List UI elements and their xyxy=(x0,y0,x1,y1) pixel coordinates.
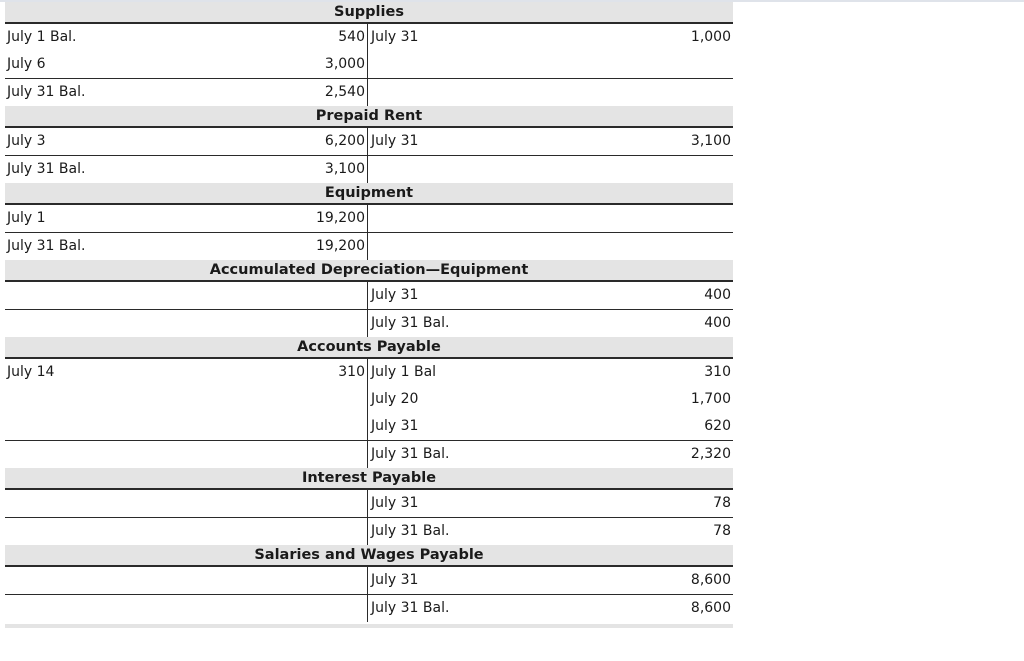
credit-date: July 31 xyxy=(371,572,419,588)
debit-amount: 19,200 xyxy=(316,238,365,254)
credit-side xyxy=(367,359,733,386)
account-title: Interest Payable xyxy=(5,468,733,490)
bottom-bar xyxy=(5,624,733,628)
ledger-row xyxy=(5,594,733,622)
credit-amount: 620 xyxy=(704,418,731,434)
debit-date: July 3 xyxy=(7,133,46,149)
credit-amount: 78 xyxy=(713,523,731,539)
credit-amount: 8,600 xyxy=(690,600,731,616)
credit-side xyxy=(367,282,733,309)
credit-side xyxy=(367,205,733,232)
credit-date: July 31 xyxy=(371,495,419,511)
account-title: Accumulated Depreciation—Equipment xyxy=(5,260,733,282)
credit-amount: 2,320 xyxy=(690,446,731,462)
account-title: Accounts Payable xyxy=(5,337,733,359)
debit-amount: 3,000 xyxy=(324,56,365,72)
credit-side xyxy=(367,24,733,51)
ledger-row xyxy=(5,490,733,517)
credit-amount: 3,100 xyxy=(690,133,731,149)
credit-date: July 31 xyxy=(371,133,419,149)
credit-date: July 1 Bal xyxy=(371,364,437,380)
debit-side xyxy=(5,386,367,413)
credit-side xyxy=(367,386,733,413)
debit-date: July 31 Bal. xyxy=(7,238,86,254)
credit-side xyxy=(367,441,733,468)
ledger-row xyxy=(5,413,733,440)
credit-amount: 400 xyxy=(704,287,731,303)
credit-amount: 8,600 xyxy=(690,572,731,588)
debit-amount: 2,540 xyxy=(324,84,365,100)
credit-amount: 1,700 xyxy=(690,391,731,407)
debit-date: July 31 Bal. xyxy=(7,84,86,100)
ledger-row xyxy=(5,517,733,545)
ledger-row xyxy=(5,155,733,183)
account-title: Salaries and Wages Payable xyxy=(5,545,733,567)
debit-side xyxy=(5,51,367,78)
debit-side xyxy=(5,359,367,386)
credit-side xyxy=(367,490,733,517)
ledger-row xyxy=(5,282,733,309)
debit-side xyxy=(5,595,367,622)
credit-side xyxy=(367,595,733,622)
debit-date: July 14 xyxy=(7,364,55,380)
ledger-row xyxy=(5,386,733,413)
ledger-row xyxy=(5,24,733,51)
credit-side xyxy=(367,79,733,106)
debit-side xyxy=(5,128,367,155)
credit-date: July 20 xyxy=(371,391,419,407)
debit-amount: 540 xyxy=(338,29,365,45)
ledger-row xyxy=(5,232,733,260)
credit-side xyxy=(367,51,733,78)
credit-date: July 31 xyxy=(371,287,419,303)
credit-date: July 31 Bal. xyxy=(371,600,450,616)
debit-side xyxy=(5,79,367,106)
debit-side xyxy=(5,441,367,468)
credit-date: July 31 Bal. xyxy=(371,315,450,331)
account-title: Supplies xyxy=(5,2,733,24)
credit-side xyxy=(367,310,733,337)
ledger-row xyxy=(5,78,733,106)
credit-side xyxy=(367,156,733,183)
credit-side xyxy=(367,233,733,260)
credit-date: July 31 xyxy=(371,29,419,45)
ledger-row xyxy=(5,567,733,594)
credit-amount: 400 xyxy=(704,315,731,331)
ledger-row xyxy=(5,205,733,232)
credit-amount: 1,000 xyxy=(690,29,731,45)
debit-amount: 6,200 xyxy=(324,133,365,149)
ledger-row xyxy=(5,440,733,468)
credit-side xyxy=(367,128,733,155)
credit-date: July 31 Bal. xyxy=(371,523,450,539)
debit-side xyxy=(5,310,367,337)
credit-amount: 78 xyxy=(713,495,731,511)
debit-side xyxy=(5,156,367,183)
debit-date: July 1 xyxy=(7,210,46,226)
t-account-ledger xyxy=(5,2,733,628)
debit-amount: 3,100 xyxy=(324,161,365,177)
debit-side xyxy=(5,518,367,545)
ledger-row xyxy=(5,128,733,155)
debit-amount: 310 xyxy=(338,364,365,380)
debit-side xyxy=(5,282,367,309)
credit-date: July 31 xyxy=(371,418,419,434)
debit-side xyxy=(5,24,367,51)
debit-date: July 6 xyxy=(7,56,46,72)
debit-date: July 1 Bal. xyxy=(7,29,77,45)
debit-side xyxy=(5,567,367,594)
debit-side xyxy=(5,205,367,232)
debit-date: July 31 Bal. xyxy=(7,161,86,177)
ledger-row xyxy=(5,359,733,386)
account-title: Prepaid Rent xyxy=(5,106,733,128)
debit-amount: 19,200 xyxy=(316,210,365,226)
ledger-row xyxy=(5,51,733,78)
ledger-row xyxy=(5,309,733,337)
credit-date: July 31 Bal. xyxy=(371,446,450,462)
credit-side xyxy=(367,413,733,440)
debit-side xyxy=(5,233,367,260)
account-title: Equipment xyxy=(5,183,733,205)
credit-side xyxy=(367,518,733,545)
debit-side xyxy=(5,413,367,440)
debit-side xyxy=(5,490,367,517)
credit-side xyxy=(367,567,733,594)
credit-amount: 310 xyxy=(704,364,731,380)
